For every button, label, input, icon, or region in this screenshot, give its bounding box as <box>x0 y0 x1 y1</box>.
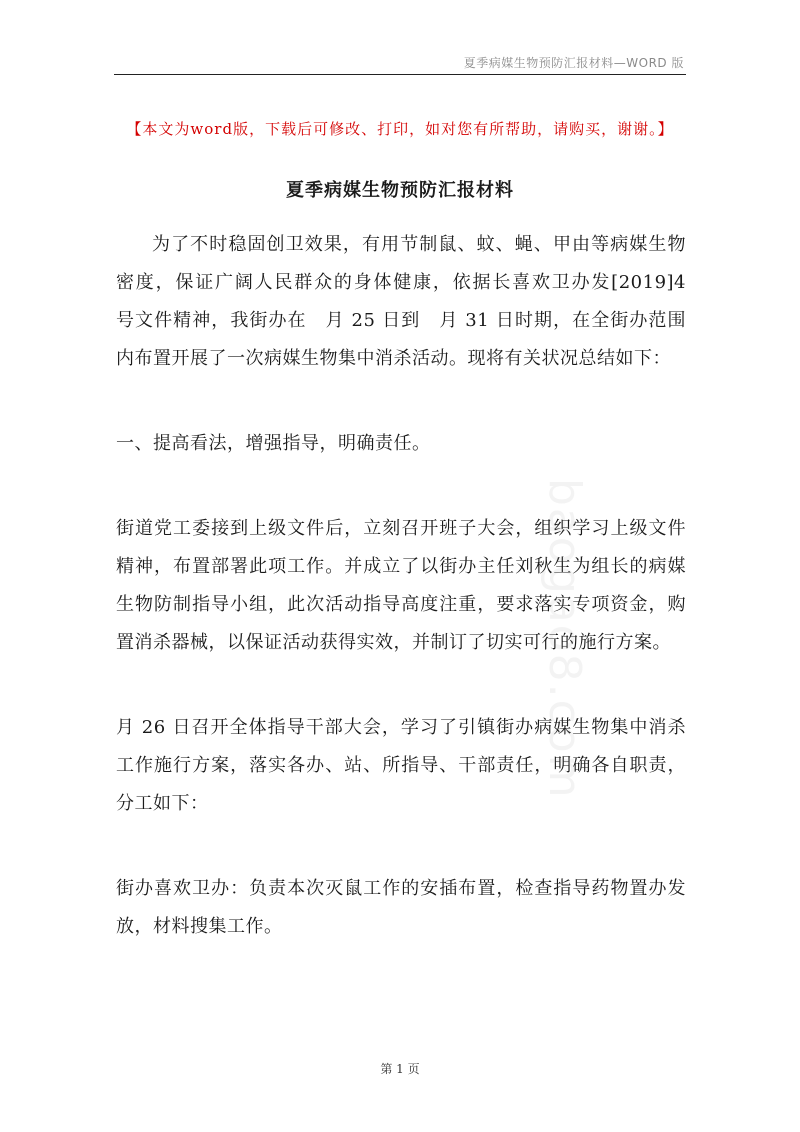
document-body <box>116 226 705 993</box>
purchase-notice: 【本文为word版，下载后可修改、打印，如对您有所帮助，请购买，谢谢。】 <box>126 120 674 138</box>
paragraph-intro: 为了不时稳固创卫效果，有用节制鼠、蚊、蝇、甲由等病媒生物密度，保证广阔人民群众的身体健康，依据长喜欢卫办发[2019]4 号文件精神，我街办在 月 25 日到 月 31 日时期，在全街办范围内布置开展了一次病媒生物集中消杀活动。现将有关状况总结如下： <box>116 234 705 369</box>
section-heading-1: 一、提高看法，增强指导，明确责任。 <box>116 433 431 454</box>
page-number: 第 1 页 <box>380 1062 420 1076</box>
document-title: 夏季病媒生物预防汇报材料 <box>286 180 514 201</box>
paragraph-meeting: 月 26 日召开全体指导干部大会，学习了引镇街办病媒生物集中消杀工作施行方案，落实各办、站、所指导、干部责任，明确各自职责，分工如下： <box>116 717 686 814</box>
header-divider <box>114 74 686 75</box>
paragraph-party-committee: 街道党工委接到上级文件后，立刻召开班子大会，组织学习上级文件精神，布置部署此项工作。并成立了以街办主任刘秋生为组长的病媒生物防制指导小组，此次活动指导高度注重，要求落实专项资金，购置消杀器械，以保证活动获得实效，并制订了切实可行的施行方案。 <box>116 518 686 653</box>
watermark: baogao8.com <box>539 478 590 800</box>
paragraph-health-office: 街办喜欢卫办：负责本次灭鼠工作的安插布置，检查指导药物置办发放，材料搜集工作。 <box>116 878 686 937</box>
running-header: 夏季病媒生物预防汇报材料—WORD 版 <box>463 56 684 70</box>
